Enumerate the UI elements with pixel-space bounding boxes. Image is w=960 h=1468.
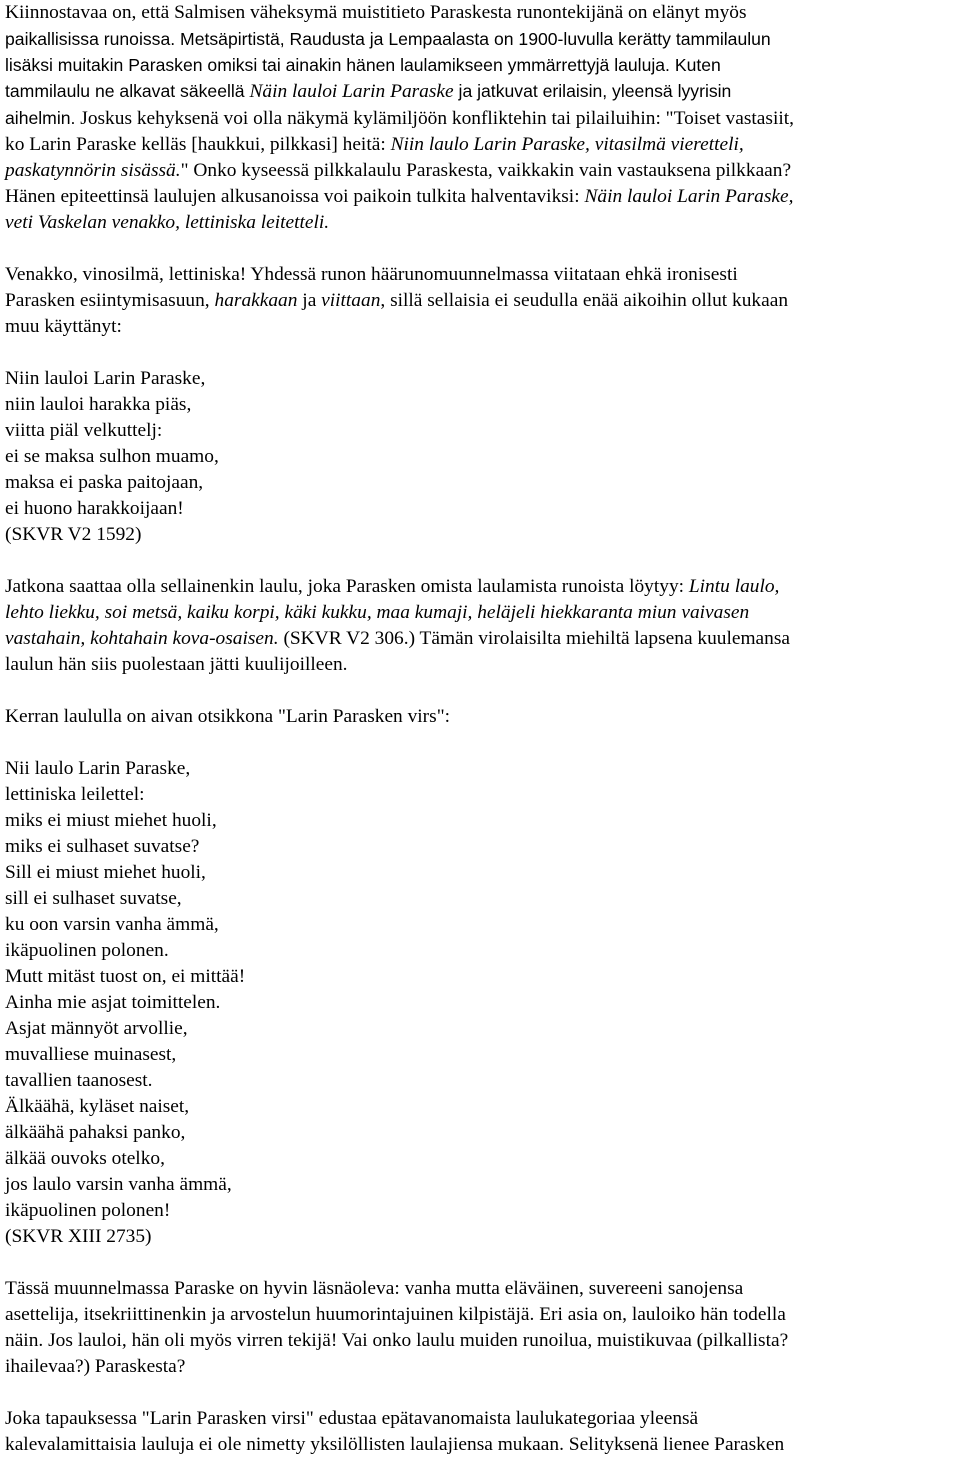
text-run: Hänen epiteettinsä laulujen alkusanoissa voi paikoin tulkita halventaviksi: — [5, 186, 585, 207]
italic-run: vastahain, kohtahain kova-osaisen. — [5, 628, 279, 649]
text-line: paikallisissa runoissa. Metsäpirtistä, Raudusta ja Lempaalasta on 1900-luvulla kerätty tammilaulun — [5, 29, 771, 49]
italic-run: paskatynnörin sisässä. — [5, 160, 181, 181]
text-run: , sillä sellaisia ei seudulla enää aikoihin ollut kukaan — [380, 290, 789, 311]
verse-line: Nii laulo Larin Paraske, — [5, 758, 191, 779]
text-line: Tässä muunnelmassa Paraske on hyvin läsnäoleva: vanha mutta eläväinen, suvereeni sanojensa — [5, 1278, 744, 1299]
italic-run: Lintu laulo, — [688, 576, 780, 597]
verse-source: (SKVR XIII 2735) — [5, 1226, 152, 1247]
verse-block-2 — [5, 756, 957, 1250]
text-run: ja — [297, 290, 322, 311]
italic-run: Näin lauloi Larin Paraske — [249, 81, 454, 102]
verse-line: ikäpuolinen polonen! — [5, 1200, 171, 1221]
text-line — [5, 158, 957, 184]
text-run: Joskus kehyksenä voi olla näkymä kylämiljöön konfliktehin tai pilailuihin: "Toiset vastasiit, — [75, 108, 794, 129]
text-line — [5, 105, 957, 132]
verse-line: ei se maksa sulhon muamo, — [5, 446, 219, 467]
paragraph-6 — [5, 1406, 957, 1458]
text-line: Kiinnostavaa on, että Salmisen väheksymä muistitieto Paraskesta runontekijänä on elänyt myös — [5, 2, 747, 23]
verse-line: maksa ei paska paitojaan, — [5, 472, 204, 493]
verse-line: Asjat männyöt arvollie, — [5, 1018, 188, 1039]
text-line: muu käyttänyt: — [5, 316, 122, 337]
italic-run: Niin laulo Larin Paraske, vitasilmä vieretteli, — [390, 134, 744, 155]
verse-line: viitta piäl velkuttelj: — [5, 420, 163, 441]
paragraph-4 — [5, 704, 957, 730]
verse-line: ei huono harakkoijaan! — [5, 498, 184, 519]
text-run: " Onko kyseessä pilkkalaulu Paraskesta, vaikkakin vain vastauksena pilkkaan? — [180, 160, 792, 181]
verse-line: sill ei sulhaset suvatse, — [5, 888, 182, 909]
text-run: Parasken esiintymisasuun, — [5, 290, 215, 311]
verse-line: Niin lauloi Larin Paraske, — [5, 368, 206, 389]
text-run: Jatkona saattaa olla sellainenkin laulu, joka Parasken omista laulamista runoista löytyy: — [5, 576, 689, 597]
text-line: lisäksi muitakin Parasken omiksi tai ainakin hänen laulamikseen ymmärrettyjä lauluja. Kuten — [5, 55, 721, 75]
verse-line: Älkäähä, kyläset naiset, — [5, 1096, 190, 1117]
verse-line: älkää ouvoks otelko, — [5, 1148, 165, 1169]
verse-line: jos laulo varsin vanha ämmä, — [5, 1174, 232, 1195]
text-line — [5, 574, 957, 600]
text-line: veti Vaskelan venakko, lettiniska leitetteli. — [5, 212, 330, 233]
text-run: (SKVR V2 306.) Tämän virolaisilta miehiltä lapsena kuulemansa — [278, 628, 791, 649]
verse-line: tavallien taanosest. — [5, 1070, 153, 1091]
text-line: laulun hän siis puolestaan jätti kuulijoilleen. — [5, 654, 348, 675]
verse-line: miks ei miust miehet huoli, — [5, 810, 217, 831]
verse-line: miks ei sulhaset suvatse? — [5, 836, 200, 857]
document-body — [5, 0, 957, 1458]
verse-line: Sill ei miust miehet huoli, — [5, 862, 206, 883]
text-run: ko Larin Paraske kelläs [haukkui, pilkkasi] heitä: — [5, 134, 391, 155]
italic-run: harakkaan — [214, 290, 298, 311]
text-line — [5, 184, 957, 210]
text-line — [5, 626, 957, 652]
paragraph-3 — [5, 574, 957, 678]
paragraph-2 — [5, 262, 957, 340]
text-line: Kerran laululla on aivan otsikkona "Larin Parasken virs": — [5, 706, 450, 727]
text-line: Joka tapauksessa "Larin Parasken virsi" edustaa epätavanomaista laulukategoriaa yleensä — [5, 1408, 699, 1429]
verse-line: älkäähä pahaksi panko, — [5, 1122, 186, 1143]
verse-line: Mutt mitäst tuost on, ei mittää! — [5, 966, 246, 987]
paragraph-5 — [5, 1276, 957, 1380]
text-run: ja jatkuvat erilaisin, yleensä lyyrisin — [453, 81, 732, 101]
text-run: tammilaulu ne alkavat säkeellä — [5, 81, 250, 101]
verse-line: ku oon varsin vanha ämmä, — [5, 914, 219, 935]
verse-block-1 — [5, 366, 957, 548]
text-line — [5, 132, 957, 158]
verse-line: niin lauloi harakka piäs, — [5, 394, 192, 415]
verse-line: lettiniska leilettel: — [5, 784, 145, 805]
verse-line: ikäpuolinen polonen. — [5, 940, 169, 961]
text-line: kalevalamittaisia lauluja ei ole nimetty yksilöllisten laulajiensa mukaan. Selityksenä lienee Parasken — [5, 1434, 785, 1455]
text-line — [5, 288, 957, 314]
text-line: Venakko, vinosilmä, lettiniska! Yhdessä runon häärunomuunnelmassa viitataan ehkä ironisesti — [5, 264, 738, 285]
text-line: lehto liekku, soi metsä, kaiku korpi, käki kukku, maa kumaji, heläjeli hiekkaranta miun vaivasen — [5, 602, 750, 623]
text-run: aihelmin. — [5, 108, 76, 128]
paragraph-1 — [5, 0, 957, 236]
text-line: ihailevaa?) Paraskesta? — [5, 1356, 186, 1377]
text-line: asettelija, itsekriittinenkin ja arvostelun huumorintajuinen kilpistäjä. Eri asia on, lauloiko hän todella — [5, 1304, 786, 1325]
text-line — [5, 78, 957, 105]
verse-line: Ainha mie asjat toimittelen. — [5, 992, 221, 1013]
verse-source: (SKVR V2 1592) — [5, 524, 142, 545]
verse-line: muvalliese muinasest, — [5, 1044, 177, 1065]
text-line: näin. Jos lauloi, hän oli myös virren tekijä! Vai onko laulu muiden runoilua, muistikuvaa (pilkallista? — [5, 1330, 789, 1351]
italic-run: viittaan — [321, 290, 381, 311]
italic-run: Näin lauloi Larin Paraske, — [584, 186, 794, 207]
